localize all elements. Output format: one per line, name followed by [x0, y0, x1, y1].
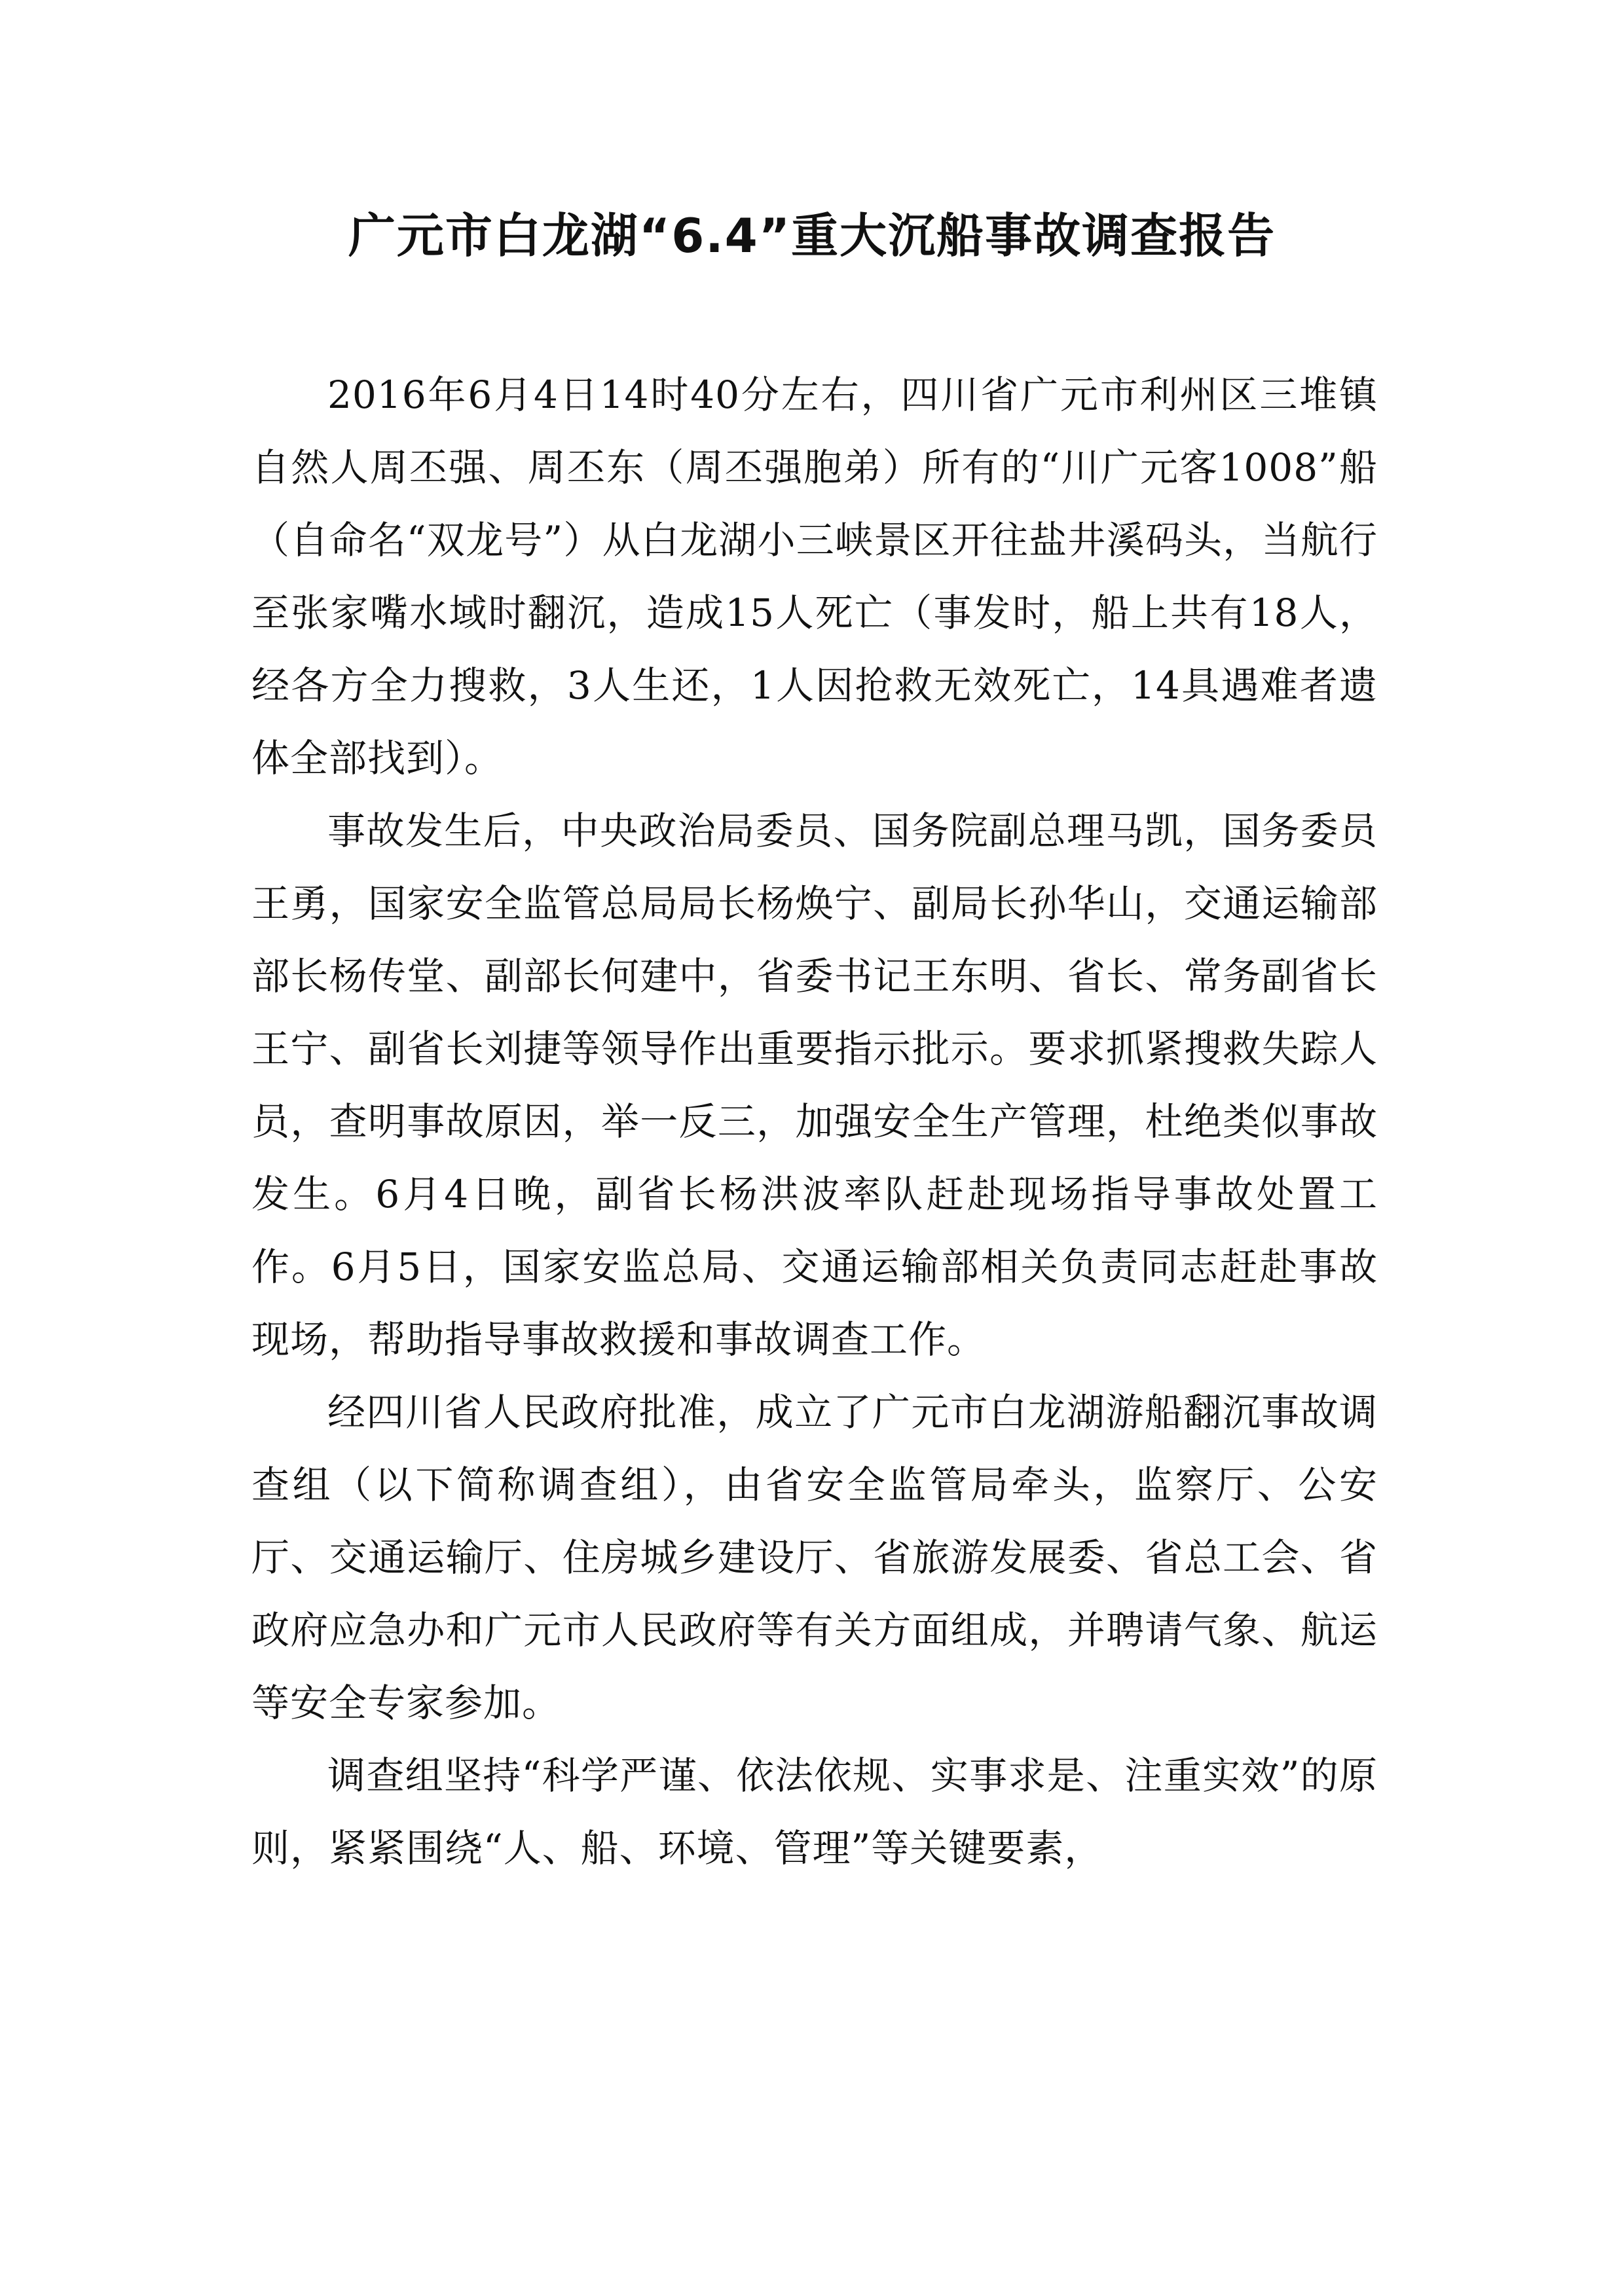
document-title: 广元市白龙湖“6.4”重大沉船事故调查报告	[348, 208, 1276, 263]
paragraph-leadership-response: 事故发生后，中央政治局委员、国务院副总理马凯，国务委员王勇，国家安全监管总局局长杨焕宁、副局长孙华山，交通运输部部长杨传堂、副部长何建中，省委书记王东明、省长、常务副省长王宁、副省长刘捷等领导作出重要指示批示。要求抓紧搜救失踪人员，查明事故原因，举一反三，加强安全生产管理，杜绝类似事故发生。6月4日晚，副省长杨洪波率队赶赴现场指导事故处置工作。6月5日，国家安监总局、交通运输部相关负责同志赶赴事故现场，帮助指导事故救援和事故调查工作。	[251, 809, 1378, 1362]
paragraph-investigation-principles: 调查组坚持“科学严谨、依法依规、实事求是、注重实效”的原则，紧紧围绕“人、船、环境、管理”等关键要素，	[251, 1753, 1378, 1870]
paragraph-investigation-team: 经四川省人民政府批准，成立了广元市白龙湖游船翻沉事故调查组（以下简称调查组），由省安全监管局牵头，监察厅、公安厅、交通运输厅、住房城乡建设厅、省旅游发展委、省总工会、省政府应急办和广元市人民政府等有关方面组成，并聘请气象、航运等安全专家参加。	[251, 1390, 1378, 1725]
paragraph-incident-summary: 2016年6月4日14时40分左右，四川省广元市利州区三堆镇自然人周丕强、周丕东（周丕强胞弟）所有的“川广元客1008”船（自命名“双龙号”）从白龙湖小三峡景区开往盐井溪码头，当航行至张家嘴水域时翻沉，造成15人死亡（事发时，船上共有18人，经各方全力搜救，3人生还，1人因抢救无效死亡，14具遇难者遗体全部找到）。	[251, 373, 1378, 780]
document-body	[251, 359, 1378, 1885]
